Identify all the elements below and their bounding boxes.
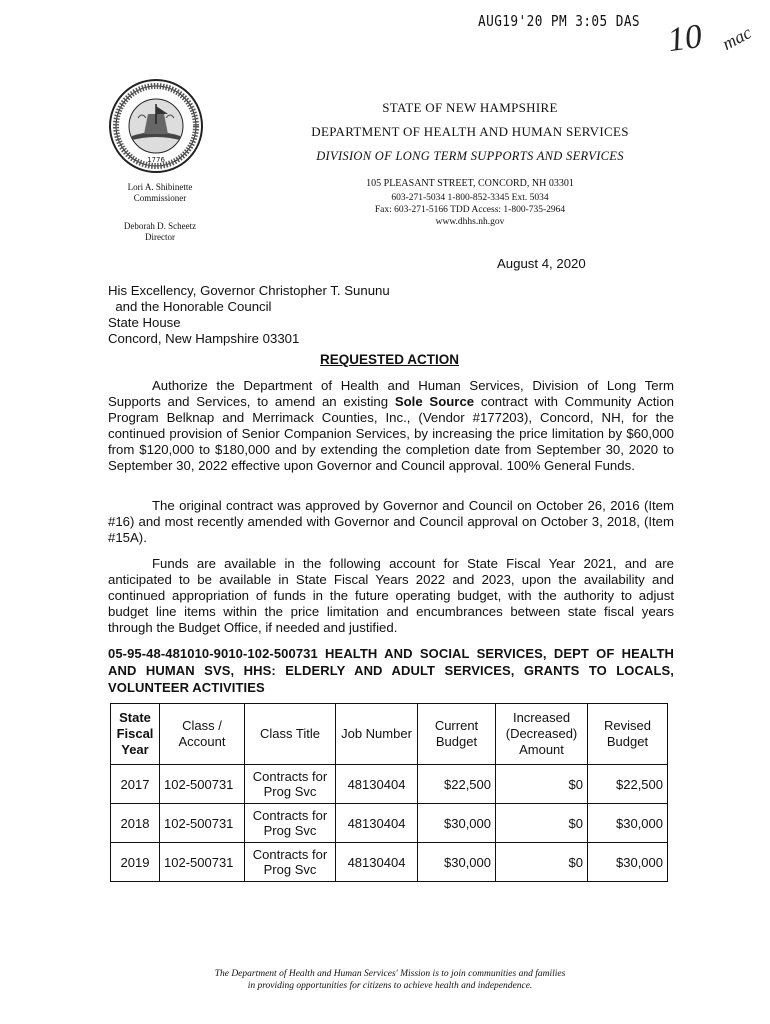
director-name: Deborah D. Scheetz (123, 221, 197, 231)
account-heading: 05-95-48-481010-9010-102-500731 HEALTH AND SOCIAL SERVICES, DEPT OF HEALTH AND HUMAN SVS, HHS: ELDERLY AND ADULT SERVICES, GRANTS TO LOCALS, VOLUNTEER ACTIVITIES (108, 646, 674, 695)
cell-current: $30,000 (418, 843, 496, 882)
cell-job: 48130404 (336, 765, 418, 804)
addressee-line: His Excellency, Governor Christopher T. Sununu (108, 283, 390, 298)
header-address: 105 PLEASANT STREET, CONCORD, NH 03301 (366, 178, 574, 189)
mission-footer (150, 968, 630, 992)
paragraph-authorize-text-b: contract with Community Action Program Belknap and Merrimack Counties, Inc., (Vendor #177203), Concord, NH, for the continued provision of Senior Companion Services, by increasing the price limitation by $60,000 from $120,000 to $180,000 and by extending the completion date from September 30, 2020 to September 30, 2022 effective upon Governor and Council approval. 100% General Funds. (108, 394, 675, 473)
director-block (100, 221, 220, 243)
table-header-row (111, 704, 668, 765)
commissioner-block (100, 182, 220, 204)
cell-year: 2017 (111, 765, 160, 804)
col-increased-decreased: Increased (Decreased) Amount (496, 704, 588, 765)
header-department: DEPARTMENT OF HEALTH AND HUMAN SERVICES (311, 124, 629, 139)
col-state-fiscal-year: State Fiscal Year (111, 704, 160, 765)
paragraph-funds-text: Funds are available in the following account for State Fiscal Year 2021, and are anticipated to be available in State Fiscal Years 2022 and 2023, upon the availability and continued appropriation of funds in the future operating budget, with the authority to adjust budget line items within the price limitation and encumbrances between state fiscal years through the Budget Office, if needed and justified. (108, 556, 674, 635)
received-date-stamp: AUG19'20 PM 3:05 DAS (478, 12, 641, 30)
cell-year: 2018 (111, 804, 160, 843)
cell-change: $0 (496, 843, 588, 882)
cell-current: $22,500 (418, 765, 496, 804)
header-division: DIVISION OF LONG TERM SUPPORTS AND SERVICES (316, 149, 624, 163)
state-seal-icon (108, 78, 204, 174)
commissioner-title: Commissioner (133, 193, 187, 203)
cell-title: Contracts for Prog Svc (245, 843, 336, 882)
col-class-account: Class / Account (160, 704, 245, 765)
cell-current: $30,000 (418, 804, 496, 843)
sole-source-emphasis: Sole Source (394, 394, 475, 409)
cell-year: 2019 (111, 843, 160, 882)
cell-revised: $30,000 (588, 843, 668, 882)
cell-job: 48130404 (336, 843, 418, 882)
paragraph-funds (108, 556, 674, 636)
header-state: STATE OF NEW HAMPSHIRE (382, 100, 558, 115)
cell-job: 48130404 (336, 804, 418, 843)
table-row (111, 765, 668, 804)
addressee-line: State House (108, 315, 181, 330)
cell-change: $0 (496, 804, 588, 843)
cell-change: $0 (496, 765, 588, 804)
commissioner-name: Lori A. Shibinette (127, 182, 193, 192)
col-class-title: Class Title (245, 704, 336, 765)
cell-account: 102-500731 (160, 843, 245, 882)
header-fax: Fax: 603-271-5166 TDD Access: 1-800-735-2964 (374, 205, 566, 215)
col-revised-budget: Revised Budget (588, 704, 668, 765)
budget-table (110, 703, 668, 882)
handwritten-item-number: 10 (665, 17, 705, 60)
header-website: www.dhhs.nh.gov (435, 217, 505, 227)
cell-account: 102-500731 (160, 765, 245, 804)
letter-date: August 4, 2020 (497, 256, 586, 271)
addressee-block (108, 283, 390, 347)
director-title: Director (145, 232, 175, 242)
table-row (111, 843, 668, 882)
addressee-line: Concord, New Hampshire 03301 (108, 331, 300, 346)
cell-revised: $22,500 (588, 765, 668, 804)
col-current-budget: Current Budget (418, 704, 496, 765)
cell-revised: $30,000 (588, 804, 668, 843)
cell-title: Contracts for Prog Svc (245, 804, 336, 843)
col-job-number: Job Number (336, 704, 418, 765)
paragraph-original-contract (108, 498, 674, 546)
seal-year: 1776 (147, 156, 165, 164)
paragraph-authorize-text-a: Authorize the Department of Health and Human Services, Division of Long Term Supports and Services, to amend an existing (108, 378, 674, 409)
footer-line-1: The Department of Health and Human Services' Mission is to join communities and families (214, 969, 566, 979)
cell-account: 102-500731 (160, 804, 245, 843)
table-row (111, 804, 668, 843)
paragraph-original-contract-text: The original contract was approved by Governor and Council on October 26, 2016 (Item #16) and most recently amended with Governor and Council approval on October 3, 2018, (Item #15A). (108, 498, 674, 545)
handwritten-initials: mac (718, 22, 755, 54)
addressee-line: and the Honorable Council (108, 299, 272, 314)
footer-line-2: in providing opportunities for citizens to achieve health and independence. (247, 981, 533, 991)
paragraph-authorize (108, 378, 674, 474)
requested-action-heading: REQUESTED ACTION (320, 352, 460, 367)
header-phone: 603-271-5034 1-800-852-3345 Ext. 5034 (391, 193, 549, 203)
cell-title: Contracts for Prog Svc (245, 765, 336, 804)
